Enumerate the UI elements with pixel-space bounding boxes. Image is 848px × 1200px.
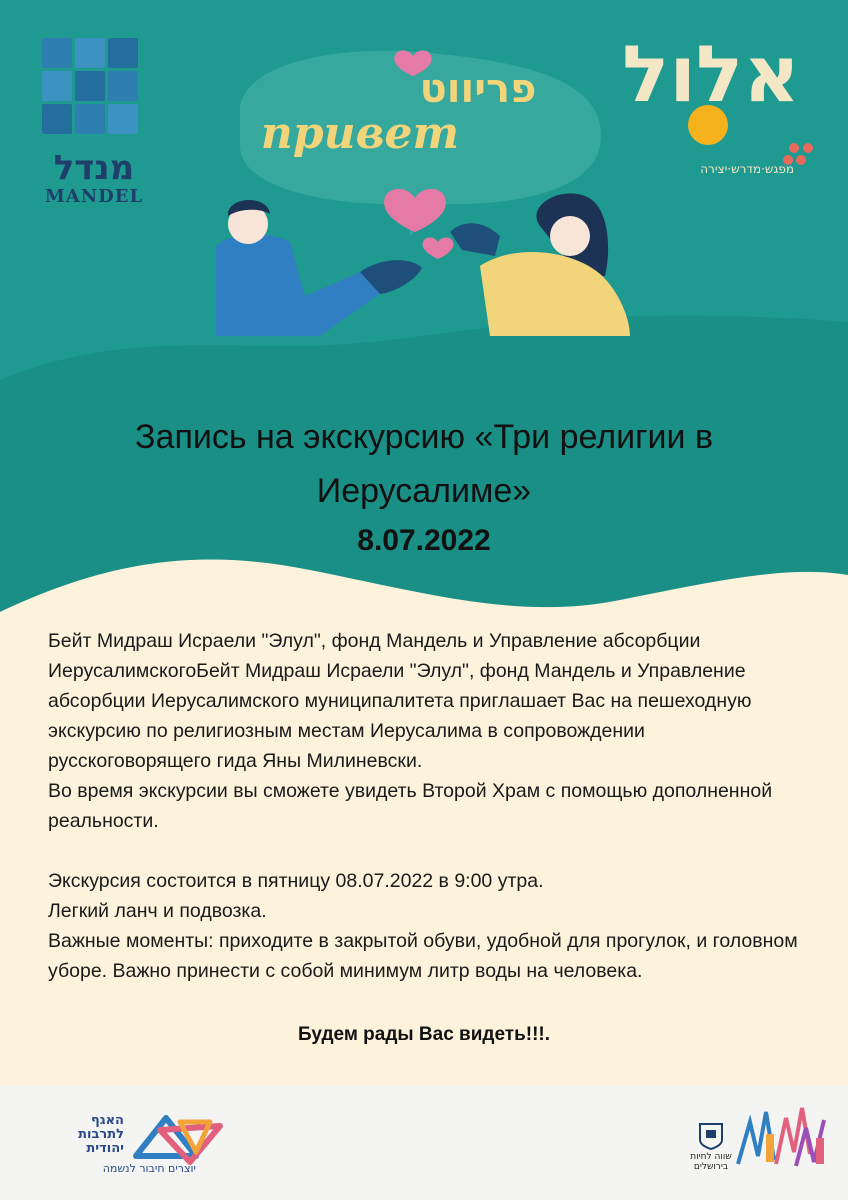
paragraph-date-time: Экскурсия состоится в пятницу 08.07.2022 в 9:00 утра. — [48, 870, 544, 892]
footer — [0, 1086, 848, 1200]
page-title — [40, 410, 808, 518]
agaf-line-2: לתרבות — [78, 1127, 124, 1142]
event-date: 8.07.2022 — [357, 524, 491, 557]
mandel-hebrew-text: מנדל — [53, 148, 135, 188]
agaf-line-3: יהודית — [86, 1141, 124, 1156]
jerusalem-skyline-icon — [736, 1104, 828, 1168]
elul-logo — [622, 30, 818, 190]
agaf-tagline: יוצרים חיבור לנשמה — [102, 1162, 196, 1175]
heart-icon — [423, 237, 454, 259]
jerusalem-slogan-line-1: שווה לחיות — [690, 1152, 732, 1162]
agaf-line-1: האגף — [91, 1113, 124, 1128]
mandel-logo — [38, 38, 158, 207]
jerusalem-slogan — [690, 1152, 732, 1172]
mandel-latin-text: MANDEL — [44, 186, 144, 207]
elul-tagline: מפגש·מדרש·יצירה — [700, 162, 794, 176]
jewish-culture-department-logo — [44, 1108, 234, 1178]
paragraph-augmented-reality: Во время экскурсии вы сможете увидеть Второй Храм с помощью дополненной реальности. — [48, 780, 773, 832]
russian-greeting: привет — [260, 108, 460, 159]
paragraph-invitation: Бейт Мидраш Исраели "Элул", фонд Мандель и Управление абсорбции ИерусалимскогоБейт Мидраш Исраели "Элул", фонд Мандель и Управление абсорбции Иерусалимского муниципалитета приглашает Вас на пешеходную экскурсию по религиозным местам Иерусалима в сопровождении русскоговорящего гида Яны Милиневски. — [48, 630, 752, 772]
paragraph-lunch: Легкий ланч и подвозка. — [48, 900, 267, 922]
paragraph-important-notes: Важные моменты: приходите в закрытой обуви, удобной для прогулок, и головном уборе. Важно принести с собой минимум литр воды на человека. — [48, 930, 798, 982]
closing-line: Будем рады Вас видеть!!!. — [297, 1024, 551, 1045]
elul-hebrew-text: אלול — [622, 30, 800, 120]
woman-figure — [450, 193, 630, 336]
body-text — [48, 626, 808, 986]
jerusalem-emblem-icon — [696, 1122, 726, 1150]
man-figure — [216, 200, 422, 336]
mandel-mosaic-icon — [42, 38, 158, 134]
star-of-david-icon — [126, 1112, 236, 1168]
hero-illustration — [210, 36, 640, 336]
hebrew-greeting: פריווט — [419, 66, 537, 112]
agaf-title — [44, 1114, 124, 1156]
title-line-1: Запись на экскурсию «Три религии в — [135, 418, 713, 456]
title-line-2: Иерусалиме» — [316, 472, 532, 510]
jerusalem-municipality-logo — [690, 1104, 830, 1184]
jerusalem-slogan-line-2: בירושלים — [693, 1162, 729, 1172]
